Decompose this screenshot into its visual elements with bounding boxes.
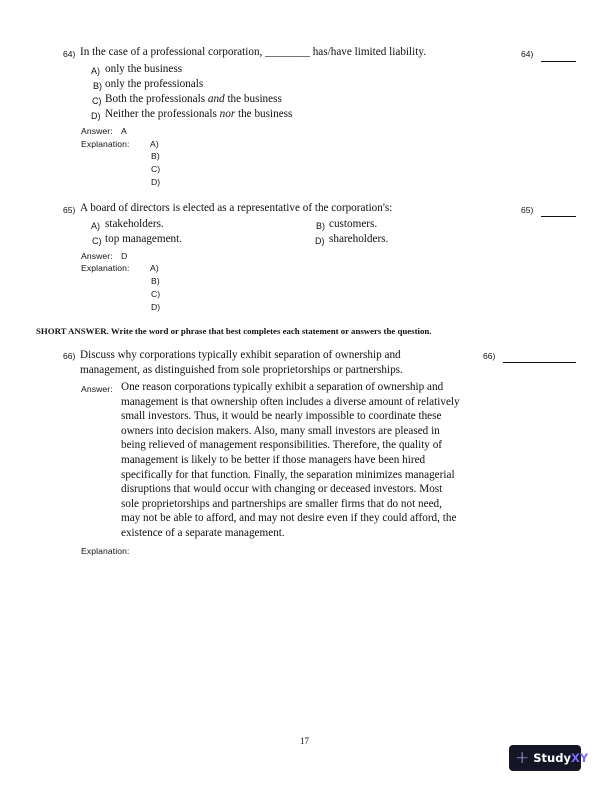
margin-number: 64) <box>521 49 534 59</box>
answer-text: One reason corporations typically exhibit a separation of ownership and management is that ownership often includes a diverse amount of relatively small investors. Thus, it would be nearly impossible to coordinate these owners into decision makers. Also, many small investors are pleased in being relieved of management responsibilities. Therefore, the quality of management is likely to be better if those managers have been hired specifically for that function. Finally, the separation minimizes managerial disruptions that would occur with changing or deceased investors. Most sole proprietorships and partnerships are smaller firms that do not need, may not be able to afford, and may not desire even if they could afford, the existence of a separate management. <box>121 381 460 539</box>
question-number: 64) <box>63 49 76 59</box>
question-stem: A board of directors is elected as a representative of the corporation's: <box>80 202 393 214</box>
explanation-label: Explanation: <box>81 263 130 273</box>
brand-name: StudyXY <box>533 751 589 765</box>
margin-number: 66) <box>483 351 496 361</box>
margin-number: 65) <box>521 205 534 215</box>
question-stem: Discuss why corporations typically exhibit separation of ownership and management, as distinguished from sole proprietorships or partnerships. <box>80 349 403 376</box>
answer-value: D <box>121 251 128 261</box>
page-number: 17 <box>300 736 309 746</box>
answer-label: Answer: <box>81 384 113 394</box>
explanation-label: Explanation: <box>81 546 130 556</box>
question-number: 65) <box>63 205 76 215</box>
question-stem: In the case of a professional corporation, ________ has/have limited liability. <box>80 46 427 58</box>
answer-blank-line <box>503 362 576 363</box>
answer-value: A <box>121 126 127 136</box>
plus-icon: + <box>515 747 530 768</box>
section-header: SHORT ANSWER. Write the word or phrase that best completes each statement or answers the question. <box>36 326 432 336</box>
studyxy-badge[interactable] <box>509 745 589 771</box>
explanation-label: Explanation: <box>81 139 130 149</box>
stem-blank: ________ <box>265 46 310 58</box>
answer-blank-line <box>541 216 576 217</box>
question-number: 66) <box>63 351 76 361</box>
answer-blank-line <box>541 61 576 62</box>
